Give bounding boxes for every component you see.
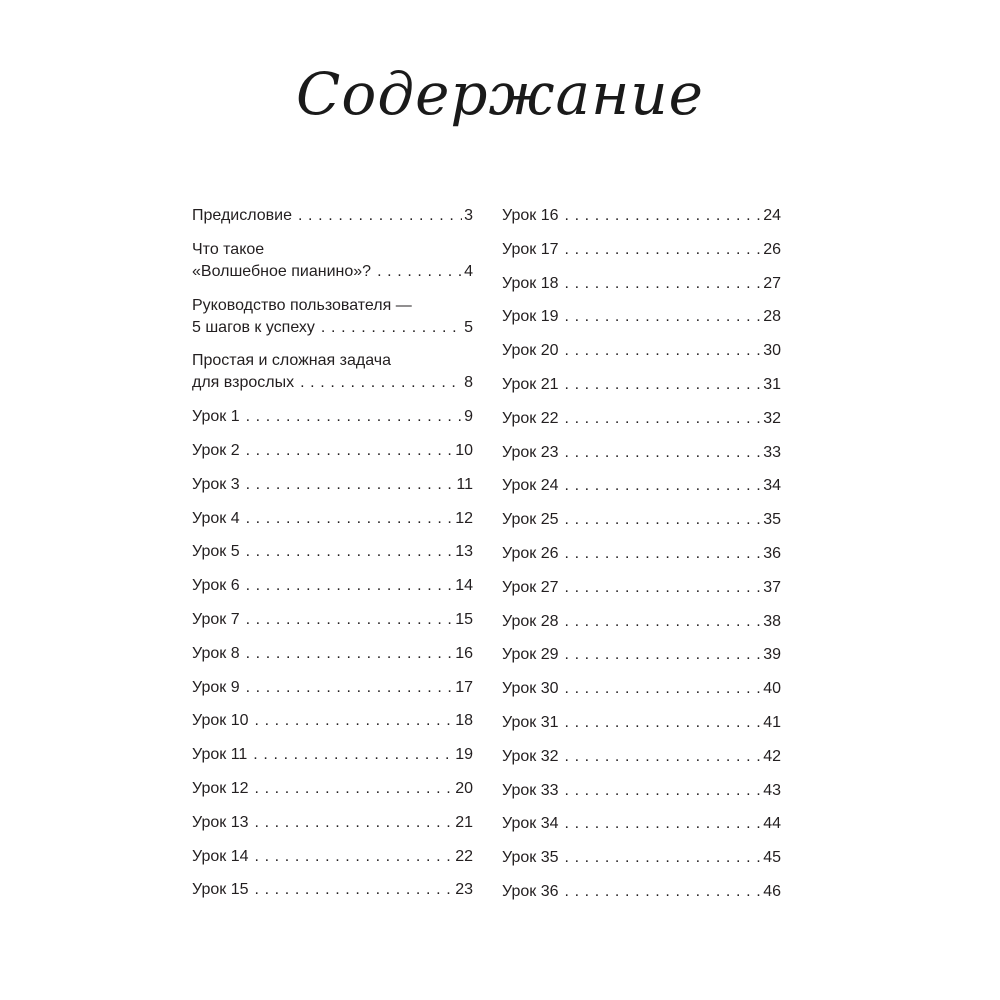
- dot-leader: [564, 746, 761, 768]
- toc-entry[interactable]: [502, 205, 781, 227]
- toc-entry-label: Урок 20: [502, 342, 559, 360]
- toc-entry[interactable]: [192, 508, 473, 530]
- toc-entry-label: Урок 23: [502, 443, 559, 461]
- dot-leader: [564, 780, 761, 802]
- dot-leader: [321, 317, 462, 339]
- toc-entry-label: Урок 16: [502, 207, 559, 224]
- dot-leader: [298, 205, 462, 227]
- toc-entry-page-number: 44: [763, 815, 781, 833]
- toc-entry-label: Урок 12: [192, 779, 249, 797]
- toc-entry-page-number: 42: [763, 747, 781, 765]
- toc-entry-label: Урок 19: [502, 308, 559, 326]
- toc-entry-label: Урок 26: [502, 544, 559, 562]
- dot-leader: [254, 778, 453, 800]
- toc-entry[interactable]: [502, 306, 781, 328]
- toc-entry[interactable]: [192, 778, 473, 800]
- toc-entry-page-number: 39: [763, 646, 781, 664]
- toc-entry-last-line: [192, 317, 473, 339]
- dot-leader: [564, 273, 761, 295]
- toc-entry-label: Урок 22: [502, 409, 559, 427]
- toc-entry-label: Урок 8: [192, 644, 240, 662]
- toc-entry-page-number: 27: [763, 274, 781, 292]
- toc-entry-label: Урок 35: [502, 849, 559, 867]
- toc-entry-label: Урок 28: [502, 612, 559, 630]
- dot-leader: [246, 677, 454, 699]
- dot-leader: [246, 474, 455, 496]
- dot-leader: [254, 879, 453, 901]
- toc-entry-label: Урок 11: [192, 746, 248, 764]
- toc-entry-label: Урок 2: [192, 441, 240, 459]
- dot-leader: [564, 205, 761, 227]
- toc-entry[interactable]: [192, 710, 473, 732]
- toc-entry-label: Урок 7: [192, 610, 240, 628]
- toc-entry-label: Урок 33: [502, 781, 559, 799]
- toc-entry[interactable]: [502, 509, 781, 531]
- toc-entry-label: Урок 3: [192, 475, 240, 493]
- toc-entry-label: Урок 6: [192, 577, 240, 595]
- dot-leader: [564, 408, 761, 430]
- toc-entry-page-number: 38: [763, 612, 781, 630]
- toc-entry-page-number: 31: [763, 375, 781, 393]
- dot-leader: [254, 710, 453, 732]
- toc-entry-page-number: 17: [455, 678, 473, 696]
- dot-leader: [564, 543, 761, 565]
- toc-entry[interactable]: [502, 712, 781, 734]
- dot-leader: [564, 340, 761, 362]
- toc-entry-page-number: 4: [464, 262, 473, 280]
- toc-entry-label: для взрослых: [192, 374, 295, 392]
- toc-entry[interactable]: [192, 541, 473, 563]
- toc-entry-label: Урок 24: [502, 477, 559, 495]
- toc-entry[interactable]: [502, 813, 781, 835]
- toc-entry[interactable]: [192, 846, 473, 868]
- toc-entry-page-number: 15: [455, 610, 473, 628]
- toc-entry[interactable]: [502, 442, 781, 464]
- toc-entry-page-number: 10: [455, 441, 473, 459]
- toc-entry-last-line: [192, 261, 473, 283]
- toc-entry[interactable]: [192, 406, 473, 428]
- toc-column-right: [502, 205, 781, 915]
- toc-entry-label-line: Простая и сложная задача: [192, 352, 391, 370]
- dot-leader: [564, 442, 761, 464]
- dot-leader: [246, 575, 454, 597]
- dot-leader: [246, 609, 454, 631]
- toc-entry-label: Урок 15: [192, 881, 249, 899]
- toc-entry-label: Урок 17: [502, 240, 559, 258]
- toc-entry-page-number: 20: [455, 779, 473, 797]
- toc-entry-page-number: 26: [763, 240, 781, 258]
- toc-entry[interactable]: [502, 475, 781, 497]
- toc-entry-page-number: 23: [455, 881, 473, 899]
- dot-leader: [564, 881, 761, 903]
- dot-leader: [564, 577, 761, 599]
- toc-entry-label: Урок 9: [192, 678, 240, 696]
- toc-entry-label: Урок 25: [502, 511, 559, 529]
- toc-entry-label: Урок 29: [502, 646, 559, 664]
- toc-entry-page-number: 45: [763, 849, 781, 867]
- toc-entry-page-number: 28: [763, 308, 781, 326]
- toc-entry-label: Урок 36: [502, 882, 559, 900]
- dot-leader: [564, 306, 761, 328]
- dot-leader: [564, 644, 761, 666]
- toc-entry-page-number: 30: [763, 342, 781, 360]
- toc-entry-page-number: 21: [455, 813, 473, 831]
- toc-entry-page-number: 12: [455, 509, 473, 527]
- dot-leader: [246, 440, 454, 462]
- toc-entry-page-number: 46: [763, 882, 781, 900]
- dot-leader: [564, 239, 761, 261]
- toc-entry[interactable]: [192, 295, 473, 339]
- toc-entry-label: Урок 21: [502, 375, 559, 393]
- dot-leader: [246, 643, 454, 665]
- toc-entry[interactable]: [502, 881, 781, 903]
- toc-entry-page-number: 24: [763, 207, 781, 224]
- toc-entry-label-line: Руководство пользователя —: [192, 296, 412, 314]
- toc-entry-label: Урок 5: [192, 543, 240, 561]
- toc-entry-page-number: 9: [464, 408, 473, 426]
- toc-entry[interactable]: [502, 644, 781, 666]
- toc-entry[interactable]: [502, 780, 781, 802]
- dot-leader: [564, 475, 761, 497]
- toc-entry-page-number: 22: [455, 847, 473, 865]
- toc-entry-label-line: Что такое: [192, 240, 265, 258]
- toc-entry-label: Урок 10: [192, 712, 249, 730]
- toc-entry-page-number: 3: [464, 207, 473, 224]
- toc-entry[interactable]: [502, 847, 781, 869]
- toc-entry[interactable]: [192, 744, 473, 766]
- toc-entry[interactable]: [502, 678, 781, 700]
- toc-entry-label: Урок 1: [192, 408, 240, 426]
- toc-entry-page-number: 40: [763, 680, 781, 698]
- dot-leader: [246, 541, 454, 563]
- dot-leader: [253, 744, 453, 766]
- toc-entry[interactable]: [192, 205, 473, 227]
- toc-entry[interactable]: [192, 440, 473, 462]
- toc-entry-label: 5 шагов к успеху: [192, 318, 315, 336]
- toc-entry-page-number: 5: [464, 318, 473, 336]
- toc-entry-page-number: 32: [763, 409, 781, 427]
- toc-entry[interactable]: [192, 879, 473, 901]
- toc-entry-last-line: [192, 372, 473, 394]
- dot-leader: [564, 374, 761, 396]
- toc-entry-page-number: 36: [763, 544, 781, 562]
- toc-entry-page-number: 19: [455, 746, 473, 764]
- toc-entry[interactable]: [502, 611, 781, 633]
- toc-entry[interactable]: [192, 677, 473, 699]
- toc-entry-page-number: 18: [455, 712, 473, 730]
- toc-entry-page-number: 16: [455, 644, 473, 662]
- toc-entry[interactable]: [192, 609, 473, 631]
- toc-entry-label: Урок 30: [502, 680, 559, 698]
- toc-entry-label: Урок 32: [502, 747, 559, 765]
- dot-leader: [254, 812, 453, 834]
- dot-leader: [564, 509, 761, 531]
- toc-entry-page-number: 41: [763, 713, 781, 731]
- toc-entry-label: Урок 34: [502, 815, 559, 833]
- toc-entry-label: Урок 31: [502, 713, 559, 731]
- toc-entry-label: Урок 4: [192, 509, 240, 527]
- toc-entry[interactable]: [502, 746, 781, 768]
- dot-leader: [564, 712, 761, 734]
- toc-entry-page-number: 33: [763, 443, 781, 461]
- toc-entry[interactable]: [502, 273, 781, 295]
- toc-entry-label: «Волшебное пианино»?: [192, 262, 372, 280]
- toc-entry[interactable]: [192, 643, 473, 665]
- page-title: Содержание: [296, 60, 704, 128]
- dot-leader: [300, 372, 462, 394]
- toc-entry[interactable]: [502, 543, 781, 565]
- toc-entry[interactable]: [502, 577, 781, 599]
- toc-entry-label: Урок 27: [502, 578, 559, 596]
- toc-entry-page-number: 11: [456, 475, 473, 493]
- dot-leader: [564, 678, 761, 700]
- toc-entry[interactable]: [192, 575, 473, 597]
- toc-entry-page-number: 13: [455, 543, 473, 561]
- toc-entry[interactable]: [192, 350, 473, 394]
- dot-leader: [254, 846, 453, 868]
- dot-leader: [564, 611, 761, 633]
- toc-entry[interactable]: [192, 812, 473, 834]
- toc-entry[interactable]: [502, 374, 781, 396]
- toc-entry[interactable]: [502, 239, 781, 261]
- dot-leader: [377, 261, 462, 283]
- dot-leader: [564, 813, 761, 835]
- toc-entry[interactable]: [502, 408, 781, 430]
- toc-entry-page-number: 14: [455, 577, 473, 595]
- toc-entry[interactable]: [502, 340, 781, 362]
- toc-entry-label: Урок 13: [192, 813, 249, 831]
- toc-entry-page-number: 43: [763, 781, 781, 799]
- toc-entry[interactable]: [192, 239, 473, 283]
- toc-entry-label: Урок 14: [192, 847, 249, 865]
- toc-entry-page-number: 8: [464, 374, 473, 392]
- toc-entry-page-number: 35: [763, 511, 781, 529]
- toc-column-left: [192, 205, 473, 913]
- toc-entry-page-number: 37: [763, 578, 781, 596]
- toc-entry-label: Предисловие: [192, 207, 292, 224]
- toc-entry-page-number: 34: [763, 477, 781, 495]
- toc-entry-label: Урок 18: [502, 274, 559, 292]
- toc-entry[interactable]: [192, 474, 473, 496]
- dot-leader: [564, 847, 761, 869]
- dot-leader: [246, 508, 454, 530]
- dot-leader: [246, 406, 463, 428]
